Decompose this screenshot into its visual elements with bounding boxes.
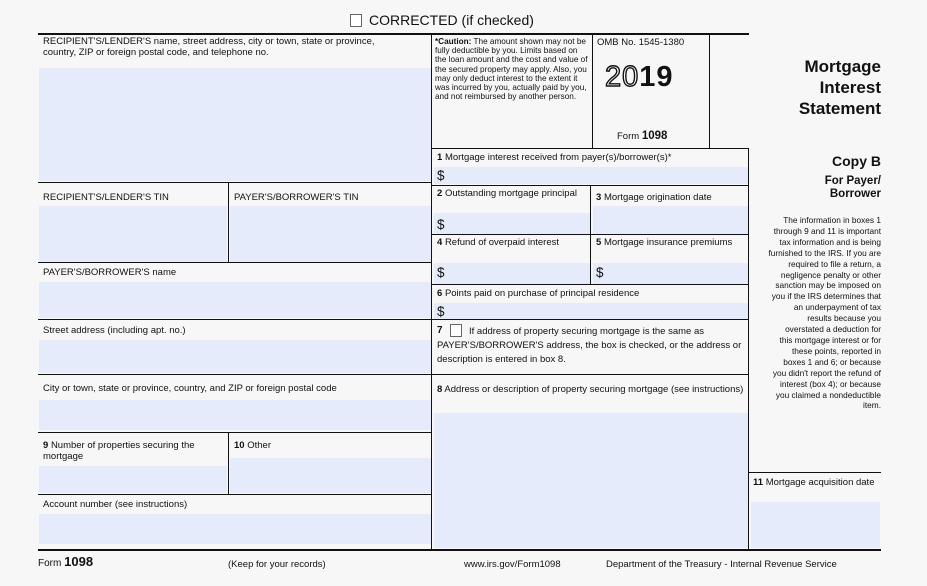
copy-subtitle <box>752 175 881 201</box>
notice-line: negligence penalty or other <box>780 269 881 280</box>
recipient-tin-label: RECIPIENT'S/LENDER'S TIN <box>43 192 169 203</box>
box7-number: 7 <box>437 325 443 336</box>
box2-label <box>437 189 587 200</box>
box5-number: 5 <box>596 237 602 248</box>
title-line-3: Statement <box>798 99 881 118</box>
notice-line: overstated a deduction for <box>785 324 881 335</box>
box8-field[interactable] <box>434 413 748 548</box>
box4-field[interactable] <box>434 263 590 284</box>
box3-label <box>596 193 712 204</box>
box9-field[interactable] <box>39 466 227 493</box>
notice-line: item. <box>863 400 881 411</box>
notice-line: interest (box 4); or because <box>780 378 881 389</box>
recipient-name-field[interactable] <box>39 68 431 181</box>
payer-name-label: PAYER'S/BORROWER'S name <box>43 267 177 278</box>
box1-field[interactable] <box>434 167 748 184</box>
box6-number: 6 <box>437 288 443 299</box>
notice-line: these points, reported in <box>791 345 881 356</box>
corrected-checkbox[interactable] <box>350 14 362 27</box>
account-number-label: Account number (see instructions) <box>43 499 188 510</box>
box5-text: Mortgage insurance premiums <box>603 237 733 248</box>
tax-year-light: 20 <box>605 61 640 93</box>
footer-department: Department of the Treasury - Internal Revenue Service <box>606 559 837 570</box>
box10-number: 10 <box>234 440 245 451</box>
box11-number: 11 <box>753 477 764 488</box>
box10-field[interactable] <box>230 458 431 493</box>
box7-text: If address of property securing mortgage is the same as PAYER'S/BORROWER'S address, the box is checked, or the address or description is entered in box 8. <box>437 326 742 365</box>
notice-line: required to file a return, a <box>788 258 881 269</box>
copy-subtitle-line-1: For Payer/ <box>824 175 881 187</box>
box8-label <box>437 385 744 396</box>
box1-label <box>437 153 742 164</box>
notice-line: furnished to the IRS. If you are <box>768 247 881 258</box>
box10-label <box>234 441 271 452</box>
notice-line: this mortgage interest or for <box>779 334 881 345</box>
box3-text: Mortgage origination date <box>603 192 712 203</box>
box6-field[interactable] <box>434 303 748 319</box>
box5-field[interactable] <box>593 263 748 284</box>
street-address-label: Street address (including apt. no.) <box>43 325 186 336</box>
omb-number: OMB No. 1545-1380 <box>597 37 685 48</box>
footer-form-label <box>38 554 93 569</box>
box8-number: 8 <box>437 384 443 395</box>
payer-tin-label: PAYER'S/BORROWER'S TIN <box>234 192 359 203</box>
tax-year <box>605 62 674 92</box>
footer-keep-note: (Keep for your records) <box>228 559 326 570</box>
notice-line: The information in boxes 1 <box>783 215 881 225</box>
box1-text: Mortgage interest received from payer(s)/borrower(s)* <box>444 152 672 163</box>
box1-currency: $ <box>437 168 445 183</box>
notice-line: you didn't report the refund of <box>772 367 881 378</box>
box6-text: Points paid on purchase of principal residence <box>444 288 640 299</box>
title-line-2: Interest <box>819 78 881 97</box>
payer-name-field[interactable] <box>39 282 431 318</box>
form-title <box>740 56 881 119</box>
footer-url: www.irs.gov/Form1098 <box>464 559 561 570</box>
street-address-field[interactable] <box>39 340 431 373</box>
notice-line: results because you <box>807 313 881 324</box>
copy-title: Copy B <box>832 153 881 169</box>
notice-line: boxes 1 and 6; or because <box>783 356 881 367</box>
title-line-1: Mortgage <box>804 57 881 76</box>
box6-label <box>437 289 742 300</box>
box1-number: 1 <box>437 152 443 163</box>
corrected-label: CORRECTED (if checked) <box>369 12 534 28</box>
omb-form-prefix: Form <box>617 131 640 142</box>
recipient-name-label: RECIPIENT'S/LENDER'S name, street address, city or town, state or province, country, ZIP or foreign postal code, and telephone no. <box>43 36 375 58</box>
tax-year-bold: 19 <box>639 61 674 93</box>
box4-text: Refund of overpaid interest <box>444 237 560 248</box>
box9-label <box>43 441 226 462</box>
box4-label <box>437 238 582 249</box>
account-number-field[interactable] <box>39 514 431 544</box>
copy-notice <box>750 215 881 411</box>
notice-line: an underpayment of tax <box>793 302 881 313</box>
box11-field[interactable] <box>751 502 880 548</box>
omb-form-label <box>617 130 667 142</box>
box2-currency: $ <box>437 217 445 232</box>
box11-text: Mortgage acquisition date <box>765 477 875 488</box>
notice-line: sanction may be imposed on <box>775 280 881 291</box>
omb-form-number: 1098 <box>641 130 668 142</box>
city-field[interactable] <box>39 400 431 430</box>
box2-field[interactable] <box>434 213 590 234</box>
notice-line: you if the IRS determines that <box>771 291 881 302</box>
notice-line: you claimed a nondeductible <box>775 389 881 400</box>
recipient-tin-field[interactable] <box>39 206 227 262</box>
box11-label <box>753 478 880 489</box>
box5-currency: $ <box>596 265 604 280</box>
notice-line: tax information and is being <box>779 236 881 247</box>
caution-body: The amount shown may not be fully deductible by you. Limits based on the loan amount and the cost and value of the secured property may apply. Also, you may only deduct interest to the extent it was incurred by you, actually paid by you, and not reimbursed by another person. <box>435 37 588 102</box>
box8-text: Address or description of property securing mortgage (see instructions) <box>444 384 744 395</box>
box10-text: Other <box>247 440 271 451</box>
box9-number: 9 <box>43 440 49 451</box>
box9-text: Number of properties securing the mortgage <box>43 440 195 462</box>
footer-form-prefix: Form <box>38 558 62 569</box>
box2-text: Outstanding mortgage principal <box>444 188 577 199</box>
box2-number: 2 <box>437 188 443 199</box>
footer-form-number: 1098 <box>64 554 94 569</box>
box4-currency: $ <box>437 265 445 280</box>
box3-field[interactable] <box>593 206 748 234</box>
payer-tin-field[interactable] <box>230 206 431 262</box>
caution-text <box>435 37 589 101</box>
city-label: City or town, state or province, country, and ZIP or foreign postal code <box>43 383 337 394</box>
notice-line: through 9 and 11 is important <box>773 225 881 236</box>
box4-number: 4 <box>437 237 443 248</box>
copy-subtitle-line-2: Borrower <box>829 188 881 200</box>
caution-title: *Caution: <box>435 37 472 46</box>
box3-number: 3 <box>596 192 602 203</box>
box6-currency: $ <box>437 304 445 319</box>
box5-label <box>596 238 736 249</box>
